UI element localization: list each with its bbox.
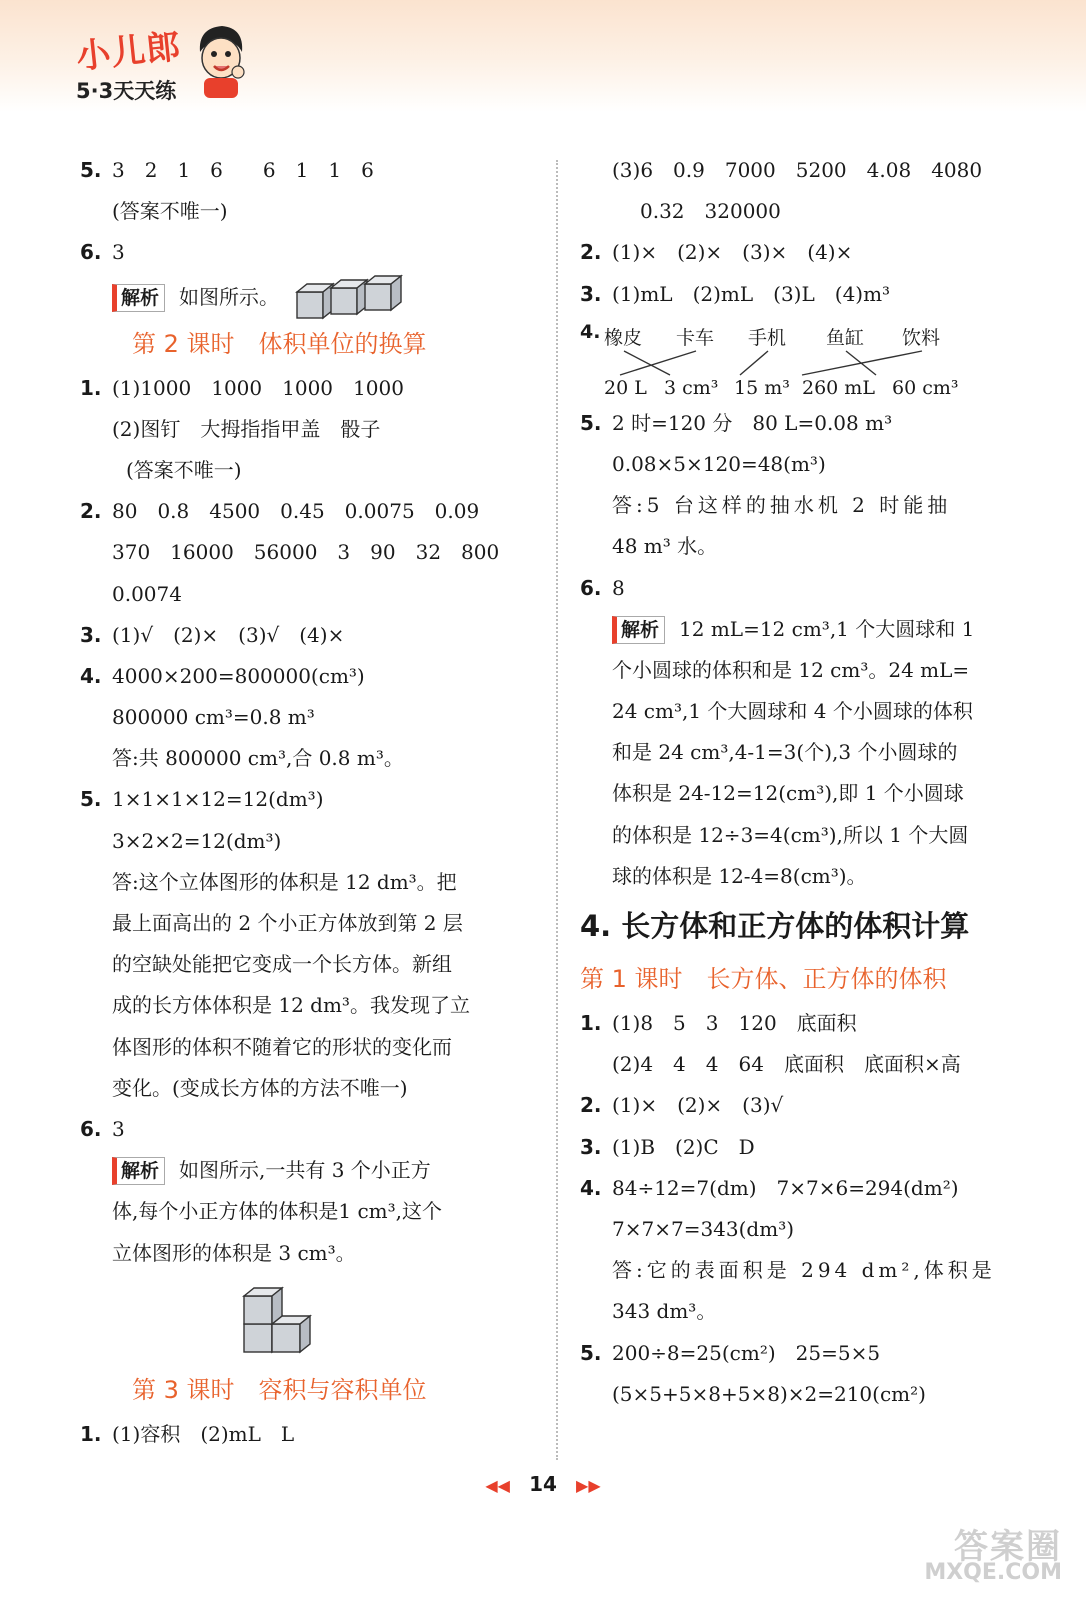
lesson-title: 第 1 课时 长方体、正方体的体积 [580, 965, 947, 993]
analysis-line: 和是 24 cm³,4-1=3(个),3 个小圆球的 [612, 740, 958, 765]
match-top-item: 饮料 [902, 326, 941, 349]
answer-line: 5. 2 时=120 分 80 L=0.08 m³ [580, 410, 893, 435]
brand-name: 小儿郎 [74, 26, 184, 78]
brand-logo [74, 24, 184, 105]
answer-line: 答:它的表面积是 294 dm²,体积是 [612, 1258, 996, 1283]
analysis-line: 体积是 24-12=12(cm³),即 1 个小圆球 [612, 781, 964, 806]
match-bottom-item: 15 m³ [734, 376, 790, 399]
analysis-line: 球的体积是 12-4=8(cm³)。 [612, 863, 867, 888]
answer-line: 答:这个立体图形的体积是 12 dm³。把 [112, 869, 457, 894]
analysis-line: 体,每个小正方体的体积是1 cm³,这个 [112, 1199, 442, 1224]
matching-question [580, 315, 1030, 403]
answer-line: 4. 84÷12=7(dm) 7×7×6=294(dm²) [580, 1175, 959, 1200]
match-top-item: 鱼缸 [826, 326, 865, 349]
analysis-line: 24 cm³,1 个大圆球和 4 个小圆球的体积 [612, 699, 973, 724]
answer-line: 48 m³ 水。 [612, 534, 718, 559]
analysis-line: 解析 如图所示,一共有 3 个小正方 [80, 1150, 535, 1191]
analysis-tag: 解析 [112, 1157, 165, 1185]
answer-line: 0.08×5×120=48(m³) [612, 451, 826, 476]
answer-line: 6. 8 [580, 575, 625, 600]
watermark [924, 1527, 1062, 1586]
match-bottom-item: 20 L [604, 376, 647, 399]
match-bottom-item: 3 cm³ [664, 376, 719, 399]
question-number: 4. [580, 320, 601, 343]
answer-line: 1. (1)8 5 3 120 底面积 [580, 1011, 857, 1035]
brand-subtitle: 5·3天天练 [76, 79, 177, 103]
answer-line: (答案不唯一) [126, 457, 242, 482]
answer-line: 5. 3 2 1 6 6 1 1 6 [80, 158, 374, 182]
lesson-title: 第 3 课时 容积与容积单位 [132, 1375, 427, 1404]
answer-line: 5. 1×1×1×12=12(dm³) [80, 787, 324, 812]
answer-line: 343 dm³。 [612, 1299, 717, 1324]
answer-line: 3. (1)B (2)C D [580, 1134, 755, 1159]
analysis-line: 立体图形的体积是 3 cm³。 [112, 1240, 356, 1265]
answer-line: 2. 80 0.8 4500 0.45 0.0075 0.09 [80, 499, 480, 524]
answer-line: 答:共 800000 cm³,合 0.8 m³。 [112, 746, 404, 771]
answer-line: 变化。(变成长方体的方法不唯一) [112, 1075, 408, 1100]
chapter-title: 4. 长方体和正方体的体积计算 [580, 909, 970, 943]
analysis-line: 个小圆球的体积和是 12 cm³。24 mL= [612, 657, 970, 682]
answer-line: 370 16000 56000 3 90 32 800 [112, 540, 500, 565]
answer-line: 答:5 台这样的抽水机 2 时能抽 [612, 493, 952, 518]
analysis-tag: 解析 [612, 616, 665, 644]
match-bottom-item: 260 mL [802, 376, 875, 399]
prev-arrows-icon: ◀◀ [485, 1476, 510, 1495]
answer-line: 7×7×7=343(dm³) [612, 1216, 795, 1241]
answer-line: 成的长方体体积是 12 dm³。我发现了立 [112, 993, 470, 1018]
answer-line: 3. (1)mL (2)mL (3)L (4)m³ [580, 281, 891, 306]
lesson-title: 第 2 课时 体积单位的换算 [132, 329, 427, 358]
watermark-url: MXQE.COM [924, 1560, 1062, 1585]
match-bottom-item: 60 cm³ [892, 376, 959, 399]
answer-line: 6. 3 [80, 240, 125, 265]
stacked-cubes-icon [240, 1280, 320, 1360]
answer-line: 4. 4000×200=800000(cm³) [80, 663, 365, 688]
left-column [80, 150, 535, 1455]
analysis-line: 解析 12 mL=12 cm³,1 个大圆球和 1 [580, 609, 1030, 650]
answer-line: 2. (1)× (2)× (3)√ [580, 1093, 784, 1118]
analysis-line: 解析 如图所示。 [80, 274, 535, 320]
match-top-item: 手机 [748, 326, 787, 349]
next-arrows-icon: ▶▶ [576, 1476, 601, 1495]
match-top-item: 卡车 [676, 326, 715, 349]
analysis-tag: 解析 [112, 284, 165, 312]
watermark-title: 答案圈 [954, 1527, 1062, 1567]
answer-line: (2)4 4 4 64 底面积 底面积×高 [612, 1052, 961, 1077]
answer-line: 的空缺处能把它变成一个长方体。新组 [112, 952, 452, 977]
page-number: 14 [529, 1472, 557, 1496]
column-divider [556, 160, 558, 1460]
answer-line: 3. (1)√ (2)× (3)√ (4)× [80, 622, 345, 647]
answer-line: 1. (1)容积 (2)mL L [80, 1421, 295, 1446]
right-column [580, 150, 1030, 1415]
answer-line: (5×5+5×8+5×8)×2=210(cm²) [612, 1381, 926, 1406]
answer-line: 800000 cm³=0.8 m³ [112, 705, 315, 730]
answer-line: (3)6 0.9 7000 5200 4.08 4080 [612, 158, 983, 182]
cube-figure-icon [295, 274, 403, 322]
answer-line: (答案不唯一) [112, 199, 228, 224]
answer-line: 体图形的体积不随着它的形状的变化而 [112, 1034, 452, 1059]
answer-line: 5. 200÷8=25(cm²) 25=5×5 [580, 1340, 881, 1365]
analysis-line: 的体积是 12÷3=4(cm³),所以 1 个大圆 [612, 822, 969, 847]
answer-line: 3×2×2=12(dm³) [112, 828, 282, 853]
answer-line: 最上面高出的 2 个小正方体放到第 2 层 [112, 911, 463, 935]
answer-line: 0.32 320000 [640, 199, 781, 224]
answer-line: 0.0074 [112, 581, 182, 606]
match-top-item: 橡皮 [604, 326, 643, 349]
answer-line: (2)图钉 大拇指指甲盖 骰子 [112, 416, 381, 441]
answer-line: 1. (1)1000 1000 1000 1000 [80, 375, 404, 400]
mascot-icon [192, 22, 248, 100]
figure-container [80, 1274, 535, 1366]
answer-line: 6. 3 [80, 1116, 125, 1141]
answer-line: 2. (1)× (2)× (3)× (4)× [580, 240, 853, 265]
page-footer [0, 1472, 1086, 1496]
